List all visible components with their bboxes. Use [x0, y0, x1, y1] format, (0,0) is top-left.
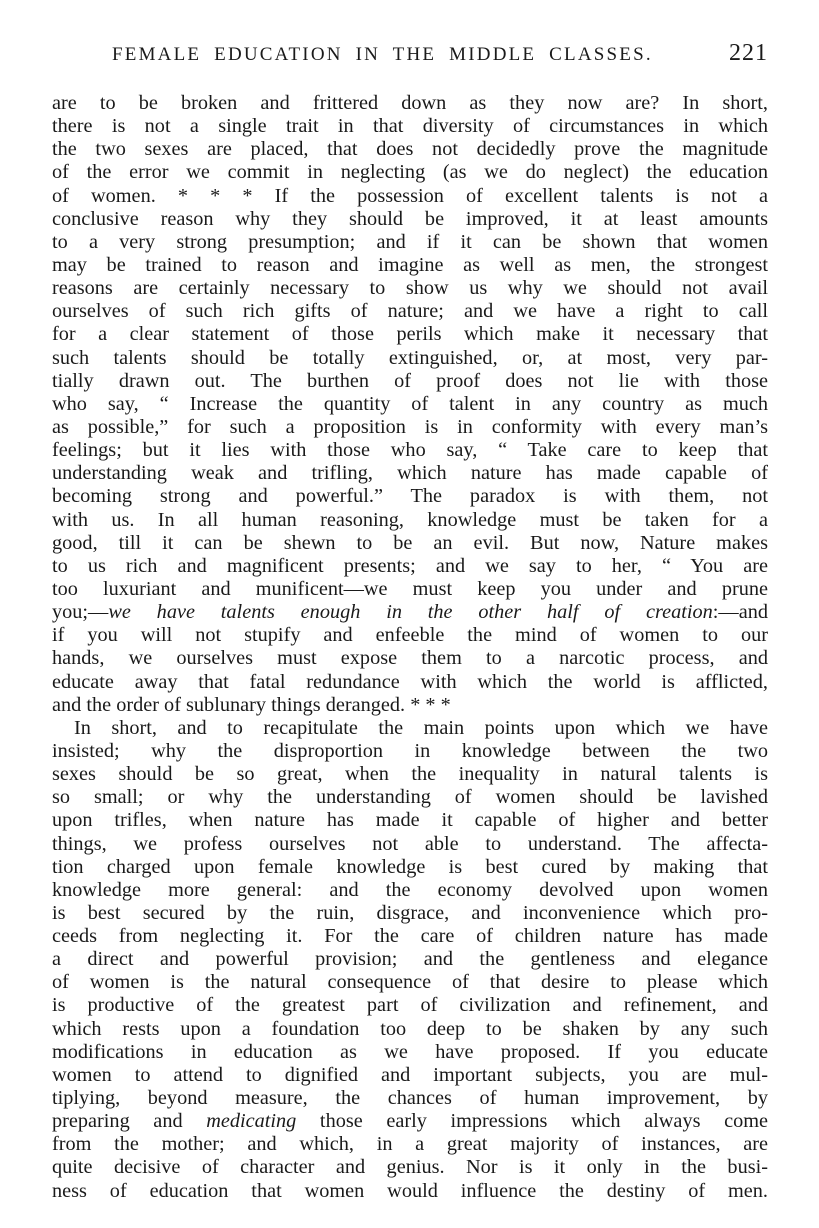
text-line: the two sexes are placed, that does not decidedly prove the magnitude [52, 138, 768, 161]
line-end: :—and [712, 601, 768, 624]
running-title: FEMALE EDUCATION IN THE MIDDLE CLASSES. [112, 44, 653, 65]
text-line: may be trained to reason and imagine as well as men, the strongest [52, 253, 768, 276]
text-line: sexes should be so great, when the inequality in natural talents is [52, 763, 768, 786]
text-line: knowledge more general: and the economy devolved upon women [52, 878, 768, 901]
text-line: to us rich and magnificent presents; and we say to her, “ You are [52, 554, 768, 577]
text-line: there is not a single trait in that diversity of circumstances in which [52, 115, 768, 138]
text-line: educate away that fatal redundance with which the world is afflicted, [52, 670, 768, 693]
text-line: In short, and to recapitulate the main points upon which we have [74, 716, 768, 739]
text-line: insisted; why the disproportion in knowledge between the two [52, 739, 768, 762]
body-text [52, 92, 768, 1203]
text-line: such talents should be totally extinguished, or, at most, very par- [52, 346, 768, 369]
line-start: preparing and [52, 1110, 207, 1133]
text-line: hands, we ourselves must expose them to a narcotic process, and [52, 647, 768, 670]
text-line: who say, “ Increase the quantity of talent in any country as much [52, 392, 768, 415]
text-line: conclusive reason why they should be improved, it at least amounts [52, 207, 768, 230]
text-line: women to attend to dignified and important subjects, you are mul- [52, 1063, 768, 1086]
text-line: things, we profess ourselves not able to understand. The affecta- [52, 832, 768, 855]
italic-phrase: we have talents enough in the other half of creation [108, 601, 713, 624]
text-line: as possible,” for such a proposition is in conformity with every man’s [52, 415, 768, 438]
text-line: becoming strong and powerful.” The paradox is with them, not [52, 485, 768, 508]
text-line: are to be broken and frittered down as they now are? In short, [52, 92, 768, 114]
text-line: from the mother; and which, in a great majority of instances, are [52, 1133, 768, 1156]
text-line: tially drawn out. The burthen of proof does not lie with those [52, 369, 768, 392]
page-number: 221 [729, 40, 768, 66]
text-line: tiplying, beyond measure, the chances of human improvement, by [52, 1087, 768, 1110]
text-line: and the order of sublunary things deranged. * * * [52, 693, 451, 716]
text-line: understanding weak and trifling, which nature has made capable of [52, 462, 768, 485]
text-line: with us. In all human reasoning, knowledge must be taken for a [52, 508, 768, 531]
text-line: quite decisive of character and genius. Nor is it only in the busi- [52, 1156, 768, 1179]
text-line-with-italic [52, 1110, 768, 1133]
text-line: is productive of the greatest part of civilization and refinement, and [52, 994, 768, 1017]
text-line: ceeds from neglecting it. For the care of children nature has made [52, 925, 768, 948]
line-start: you;— [52, 601, 109, 624]
text-line: of women. * * * If the possession of excellent talents is not a [52, 184, 768, 207]
text-line: a direct and powerful provision; and the gentleness and elegance [52, 948, 768, 971]
text-line: good, till it can be shewn to be an evil. But now, Nature makes [52, 531, 768, 554]
text-line: modifications in education as we have proposed. If you educate [52, 1040, 768, 1063]
text-line: ourselves of such rich gifts of nature; and we have a right to call [52, 300, 768, 323]
text-line: so small; or why the understanding of women should be lavished [52, 786, 768, 809]
line-end: those early impressions which always come [296, 1110, 768, 1133]
text-line: ness of education that women would influence the destiny of men. [52, 1179, 768, 1202]
text-line: too luxuriant and munificent—we must keep you under and prune [52, 577, 768, 600]
italic-word: medicating [206, 1110, 297, 1133]
text-line: tion charged upon female knowledge is best cured by making that [52, 855, 768, 878]
book-page [52, 40, 768, 1203]
text-line: which rests upon a foundation too deep to be shaken by any such [52, 1017, 768, 1040]
text-line: if you will not stupify and enfeeble the mind of women to our [52, 624, 768, 647]
text-line: for a clear statement of those perils which make it necessary that [52, 323, 768, 346]
text-line: reasons are certainly necessary to show us why we should not avail [52, 277, 768, 300]
running-header [52, 40, 768, 78]
text-line: to a very strong presumption; and if it can be shown that women [52, 230, 768, 253]
text-line-with-italic [52, 601, 768, 624]
text-line: is best secured by the ruin, disgrace, and inconvenience which pro- [52, 901, 768, 924]
text-line: of the error we commit in neglecting (as we do neglect) the education [52, 161, 768, 184]
text-line: feelings; but it lies with those who say, “ Take care to keep that [52, 439, 768, 462]
text-line: of women is the natural consequence of that desire to please which [52, 971, 768, 994]
text-line: upon trifles, when nature has made it capable of higher and better [52, 809, 768, 832]
